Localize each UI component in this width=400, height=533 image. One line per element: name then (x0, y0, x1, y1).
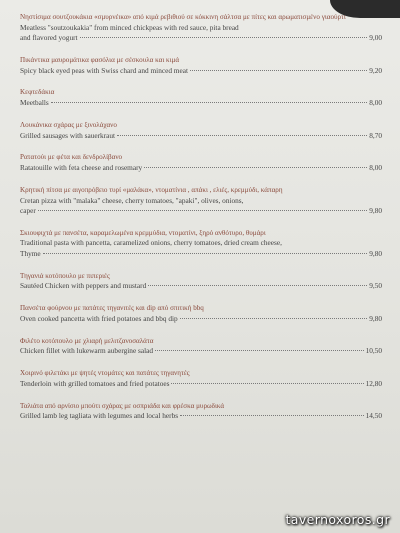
dot-leader (38, 209, 367, 211)
item-english-name: Spicy black eyed peas with Swiss chard and minced meat (20, 65, 188, 75)
item-greek-name: Ταλιάτα από αρνίσιο μπούτι σχάρας με οσπριάδα και φρέσκα μυρωδικά (20, 401, 225, 410)
dot-leader (80, 36, 368, 38)
item-price: 9,50 (369, 281, 382, 291)
watermark: tavernoxoros.gr (285, 512, 390, 527)
item-english-name: Grilled lamb leg tagliata with legumes and local herbs (20, 411, 179, 421)
dot-leader (144, 166, 367, 168)
item-english-name: Cretan pizza with "malaka" cheese, cherry tomatoes, "apaki", olives, onions, (20, 195, 244, 205)
item-price: 10,50 (365, 346, 382, 356)
item-greek-name: Πικάντικα μαυρομάτικα φασόλια με σέσκουλα και κιμά (20, 55, 180, 64)
item-greek-name: Κεφτεδάκια (20, 88, 55, 97)
item-greek-name: Κρητική πίτσα με αιγοπρόβειο τυρί «μαλάκα», ντοματίνια , απάκι , ελιές, κρεμμύδι, κάπαρη (20, 185, 283, 194)
menu-list (20, 13, 382, 434)
menu-item (20, 13, 382, 43)
item-price: 9,00 (369, 33, 382, 42)
menu-item (20, 229, 382, 259)
item-price: 8,00 (369, 98, 382, 107)
dot-leader (117, 134, 367, 136)
item-english-name: Tenderloin with grilled tomatoes and fried potatoes (20, 378, 170, 388)
dot-leader (180, 414, 364, 416)
item-english-name: Meatless "soutzoukakia" from minced chickpeas with red sauce, pita bread (20, 22, 239, 32)
item-greek-name: Χοιρινό φιλετάκι με ψητές ντομάτες και πατάτες τηγανητές (20, 369, 190, 378)
item-price: 12,80 (365, 378, 382, 388)
item-english-name: Sautéed Chicken with peppers and mustard (20, 281, 147, 291)
item-english-name: Grilled sausages with sauerkraut (20, 130, 116, 140)
item-greek-name: Ρατατούι με φέτα και δενδρολίβανο (20, 153, 123, 162)
menu-item (20, 369, 382, 389)
dot-leader (51, 101, 367, 103)
item-price: 9,20 (369, 65, 382, 75)
menu-item (20, 272, 382, 292)
dot-leader (148, 284, 367, 286)
item-greek-name: Νηστίσιμα σουτζουκάκια «σμυρνέικα» από κιμά ρεβιθιού σε κόκκινη σάλτσα με πίτες και αρωματισμένο γιαούρτι (20, 13, 346, 21)
menu-item (20, 186, 382, 216)
item-english-name: Meetballs (20, 98, 49, 107)
dot-leader (180, 317, 368, 319)
menu-item (20, 88, 382, 108)
item-price: 9,80 (369, 205, 382, 215)
menu-item (20, 121, 382, 141)
item-greek-name: Τηγανιά κοτόπουλο με πιπεριές (20, 271, 110, 280)
menu-item (20, 304, 382, 324)
item-english-name: and flavored yogurt (20, 33, 78, 42)
dot-leader (190, 69, 367, 71)
dot-leader (171, 382, 363, 384)
item-price: 8,00 (369, 163, 382, 172)
item-greek-name: Πανσέτα φούρνου με πατάτες τηγανιτές και dip από σπιτική bbq (20, 304, 204, 313)
item-price: 8,70 (369, 130, 382, 140)
item-english-name: Thyme (20, 248, 41, 258)
dot-leader (155, 349, 364, 351)
menu-item (20, 56, 382, 76)
item-english-name: Ratatouille with feta cheese and rosemary (20, 163, 143, 172)
item-english-name: Traditional pasta with pancetta, caramelized onions, cherry tomatoes, dried cream cheese, (20, 238, 282, 248)
item-price: 14,50 (365, 411, 382, 421)
item-price: 9,80 (369, 248, 382, 258)
menu-item (20, 153, 382, 173)
item-greek-name: Λουκάνικα σχάρας με ξινολάχανο (20, 120, 117, 129)
item-greek-name: Σκιουφιχτά με πανσέτα, καραμελωμένα κρεμμύδια, ντοματίνι, ξηρό ανθότυρο, θυμάρι (20, 228, 266, 237)
menu-item (20, 402, 382, 422)
item-english-name: caper (20, 205, 36, 215)
dot-leader (43, 252, 368, 254)
item-english-name: Oven cooked pancetta with fried potatoes and bbq dip (20, 313, 178, 323)
item-english-name: Chicken fillet with lukewarm aubergine salad (20, 346, 153, 356)
menu-item (20, 337, 382, 357)
item-greek-name: Φιλέτο κοτόπουλο με χλιαρή μελιτζανοσαλάτα (20, 336, 154, 345)
item-price: 9,80 (369, 313, 382, 323)
